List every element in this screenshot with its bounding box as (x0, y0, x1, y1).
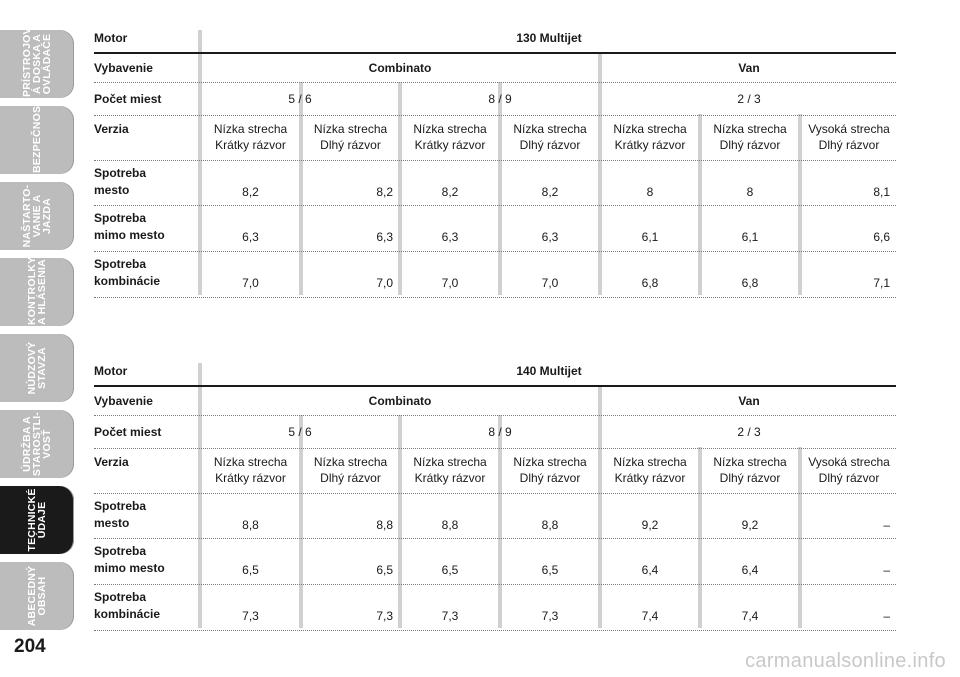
value-cell: 7,1 (873, 276, 890, 290)
version-cell: Vysoká strecha Dlhý rázvor (808, 455, 890, 485)
value-cell: 8 (646, 185, 654, 199)
engine-name: 140 Multijet (516, 364, 582, 378)
value-cell: 6,6 (873, 230, 890, 244)
version-cell: Nízka strecha Krátky rázvor (213, 122, 288, 152)
engine-name: 130 Multijet (516, 31, 582, 45)
version-cell: Nízka strecha Krátky rázvor (613, 455, 687, 485)
tab-label: NAŠTARTO- VANIE A JAZDA (21, 184, 53, 248)
equipment-row (94, 389, 896, 416)
tab-label: TECHNICKÉ ÚDAJE (26, 488, 48, 552)
combined-row (94, 585, 896, 631)
value-cell: 6,5 (376, 563, 393, 577)
seats-cell: 2 / 3 (737, 92, 761, 106)
value-cell: 7,3 (441, 609, 459, 623)
combined-label: Spotreba kombinácie (94, 257, 161, 288)
urban-label: Spotreba mesto (94, 166, 147, 197)
value-cell: – (883, 609, 890, 623)
version-cell: Nízka strecha Dlhý rázvor (513, 122, 587, 152)
engine-row (94, 363, 896, 387)
value-cell: 7,3 (376, 609, 393, 623)
value-cell: 7,3 (242, 609, 259, 623)
tab-abecedny-obsah[interactable] (0, 562, 74, 630)
version-cell: Nízka strecha Dlhý rázvor (313, 455, 388, 485)
motor-label: Motor (94, 31, 128, 45)
tab-kontrolky[interactable] (0, 258, 74, 326)
value-cell: 6,3 (242, 230, 259, 244)
equipment-cell: Combinato (368, 394, 432, 408)
value-cell: 8,2 (242, 185, 259, 199)
version-cell: Nízka strecha Dlhý rázvor (313, 122, 388, 152)
tab-label: ÚDRŽBA A STAROSTLI- VOSŤ (21, 411, 53, 477)
value-cell: 6,4 (641, 563, 659, 577)
urban-row (94, 494, 896, 539)
urban-label: Spotreba mesto (94, 499, 147, 530)
value-cell: – (883, 563, 890, 577)
tab-label: PRÍSTROJOV Á DOSKA A OVLÁDAČE (21, 27, 53, 97)
seats-row (94, 416, 896, 449)
value-cell: 6,4 (741, 563, 759, 577)
tab-pristrojova-doska[interactable] (0, 27, 74, 98)
value-cell: 7,4 (741, 609, 759, 623)
equipment-cell: Van (738, 394, 760, 408)
value-cell: – (883, 518, 890, 532)
value-cell: 6,3 (376, 230, 393, 244)
value-cell: 7,0 (541, 276, 559, 290)
extra-urban-row (94, 539, 896, 585)
tab-technicke-udaje[interactable] (0, 486, 74, 554)
value-cell: 9,2 (741, 518, 759, 532)
version-cell: Nízka strecha Krátky rázvor (413, 122, 487, 152)
version-cell: Nízka strecha Krátky rázvor (213, 455, 288, 485)
value-cell: 6,5 (541, 563, 559, 577)
value-cell: 7,0 (441, 276, 459, 290)
value-cell: 8 (746, 185, 754, 199)
seats-cell: 8 / 9 (488, 92, 512, 106)
extra-urban-label: Spotreba mimo mesto (94, 211, 165, 242)
tab-label: BEZPEČNOSŤ (31, 99, 43, 173)
consumption-table-130 (94, 30, 896, 302)
tab-label: NÚDZOVÝ STAVZA (26, 341, 48, 395)
version-cell: Nízka strecha Dlhý rázvor (713, 122, 787, 152)
value-cell: 8,2 (376, 185, 393, 199)
version-cell: Nízka strecha Dlhý rázvor (513, 455, 587, 485)
version-row (94, 449, 896, 494)
seats-label: Počet miest (94, 92, 162, 106)
equipment-cell: Combinato (368, 61, 432, 75)
version-label: Verzia (94, 455, 129, 469)
value-cell: 6,8 (741, 276, 759, 290)
page-number: 204 (14, 636, 46, 657)
value-cell: 6,8 (641, 276, 659, 290)
version-cell: Vysoká strecha Dlhý rázvor (808, 122, 890, 152)
tab-nudzovy-stav[interactable] (0, 334, 74, 402)
tab-udrzba[interactable] (0, 410, 74, 478)
watermark: carmanualsonline.info (745, 650, 946, 672)
value-cell: 8,2 (441, 185, 459, 199)
seats-cell: 5 / 6 (288, 92, 312, 106)
version-cell: Nízka strecha Krátky rázvor (413, 455, 487, 485)
seats-row (94, 83, 896, 116)
consumption-table-140 (94, 363, 896, 635)
tab-bezpecnost[interactable] (0, 99, 74, 174)
seats-cell: 8 / 9 (488, 425, 512, 439)
value-cell: 8,2 (541, 185, 559, 199)
value-cell: 8,8 (242, 518, 259, 532)
value-cell: 7,3 (541, 609, 559, 623)
version-cell: Nízka strecha Dlhý rázvor (713, 455, 787, 485)
combined-row (94, 252, 896, 298)
equipment-row (94, 56, 896, 83)
engine-row (94, 30, 896, 54)
value-cell: 6,3 (541, 230, 559, 244)
value-cell: 9,2 (641, 518, 659, 532)
value-cell: 8,8 (376, 518, 393, 532)
equipment-label: Vybavenie (94, 394, 153, 408)
value-cell: 8,8 (541, 518, 559, 532)
motor-label: Motor (94, 364, 128, 378)
tab-label: KONTROLKY A HLÁSENIA (26, 256, 48, 325)
value-cell: 6,5 (441, 563, 459, 577)
version-row (94, 116, 896, 161)
tab-label: ABECEDNÝ OBSAH (26, 565, 48, 627)
version-cell: Nízka strecha Krátky rázvor (613, 122, 687, 152)
value-cell: 7,0 (376, 276, 393, 290)
value-cell: 7,4 (641, 609, 659, 623)
value-cell: 6,3 (441, 230, 459, 244)
extra-urban-row (94, 206, 896, 252)
tab-nastartovanie[interactable] (0, 182, 74, 250)
combined-label: Spotreba kombinácie (94, 590, 161, 621)
value-cell: 7,0 (242, 276, 259, 290)
equipment-label: Vybavenie (94, 61, 153, 75)
value-cell: 8,8 (441, 518, 459, 532)
value-cell: 6,1 (741, 230, 759, 244)
version-label: Verzia (94, 122, 129, 136)
extra-urban-label: Spotreba mimo mesto (94, 544, 165, 575)
seats-label: Počet miest (94, 425, 162, 439)
value-cell: 6,5 (242, 563, 259, 577)
urban-row (94, 161, 896, 206)
equipment-cell: Van (738, 61, 760, 75)
value-cell: 8,1 (873, 185, 890, 199)
seats-cell: 2 / 3 (737, 425, 761, 439)
seats-cell: 5 / 6 (288, 425, 312, 439)
value-cell: 6,1 (641, 230, 659, 244)
